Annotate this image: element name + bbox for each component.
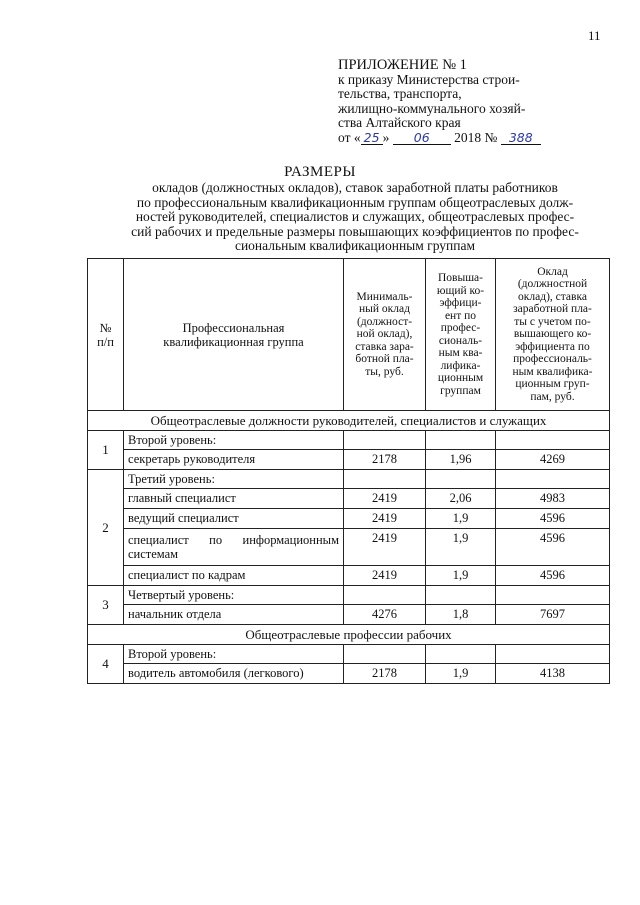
coefficient-cell: 1,9: [426, 566, 496, 586]
appendix-line: тельства, транспорта,: [338, 86, 462, 101]
group-index: 3: [88, 586, 124, 625]
position-name: специалист по кадрам: [124, 566, 344, 586]
min-salary-cell: 2178: [344, 664, 426, 684]
document-title: РАЗМЕРЫ: [284, 164, 356, 180]
table-row: [88, 509, 610, 529]
appendix-block: [338, 58, 598, 145]
order-year: 2018: [454, 129, 482, 145]
position-name: главный специалист: [124, 489, 344, 509]
salary-cell: 7697: [496, 605, 610, 625]
table-header-row: [88, 259, 610, 411]
header-min-salary: Минималь- ный оклад (должност- ной оклад), ставка зара- ботной пла- ты, руб.: [344, 259, 426, 411]
subtitle-line: сий рабочих и предельные размеры повышающих коэффициентов по профес-: [131, 223, 579, 239]
order-day-suffix: »: [382, 129, 390, 145]
level-name: Второй уровень:: [124, 645, 344, 664]
header-num: № п/п: [88, 259, 124, 411]
header-group: Профессиональная квалификационная группа: [124, 259, 344, 411]
coefficient-cell: 2,06: [426, 489, 496, 509]
salary-cell: 4596: [496, 566, 610, 586]
table-row: [88, 470, 610, 489]
position-name: секретарь руководителя: [124, 450, 344, 470]
table-row: [88, 645, 610, 664]
min-salary-cell: 2419: [344, 509, 426, 529]
subtitle-line: окладов (должностных окладов), ставок заработной платы работников: [152, 180, 558, 195]
position-name: ведущий специалист: [124, 509, 344, 529]
level-name: Третий уровень:: [124, 470, 344, 489]
level-name: Четвертый уровень:: [124, 586, 344, 605]
table-row: [88, 605, 610, 625]
table-row: [88, 586, 610, 605]
position-name: начальник отдела: [124, 605, 344, 625]
table-row: [88, 489, 610, 509]
table-row: [88, 450, 610, 470]
coefficient-cell: 1,9: [426, 529, 496, 566]
section-title: Общеотраслевые должности руководителей, специалистов и служащих: [88, 411, 610, 431]
coefficient-cell: 1,9: [426, 664, 496, 684]
order-number-label: №: [484, 129, 498, 145]
coefficient-cell: 1,8: [426, 605, 496, 625]
appendix-line: ства Алтайского края: [338, 115, 461, 130]
min-salary-cell: 2419: [344, 566, 426, 586]
group-index: 1: [88, 431, 124, 470]
header-coefficient: Повыша- ющий ко- эффици- ент по профес- сиональ- ным ква- лифика- ционным группам: [426, 259, 496, 411]
position-name: специалист по информационным системам: [124, 529, 344, 566]
table-row: [88, 566, 610, 586]
table-row: [88, 664, 610, 684]
page-number: 11: [588, 28, 601, 43]
section-row: [88, 625, 610, 645]
subtitle-line: ностей руководителей, специалистов и служащих, общеотраслевых профес-: [135, 209, 575, 224]
order-month: 06: [393, 131, 451, 145]
salary-cell: 4138: [496, 664, 610, 684]
order-day: 25: [361, 131, 383, 145]
min-salary-cell: 2419: [344, 489, 426, 509]
table-row: [88, 431, 610, 450]
table-row: [88, 529, 610, 566]
level-name: Второй уровень:: [124, 431, 344, 450]
min-salary-cell: 4276: [344, 605, 426, 625]
group-index: 4: [88, 645, 124, 684]
salary-cell: 4596: [496, 509, 610, 529]
salary-cell: 4596: [496, 529, 610, 566]
order-number: 388: [501, 131, 541, 145]
appendix-line: жилищно-коммунального хозяй-: [338, 100, 526, 116]
subtitle-line: сиональным квалификационным группам: [234, 238, 476, 253]
order-date-line: [338, 131, 598, 146]
coefficient-cell: 1,9: [426, 509, 496, 529]
salary-table: [87, 258, 610, 684]
section-title: Общеотраслевые профессии рабочих: [88, 625, 610, 645]
position-name: водитель автомобиля (легкового): [124, 664, 344, 684]
salary-cell: 4983: [496, 489, 610, 509]
appendix-line: к приказу Министерства строи-: [338, 71, 520, 87]
appendix-title: ПРИЛОЖЕНИЕ № 1: [338, 57, 467, 73]
group-index: 2: [88, 470, 124, 586]
subtitle-line: по профессиональным квалификационным группам общеотраслевых долж-: [136, 194, 574, 210]
section-row: [88, 411, 610, 431]
coefficient-cell: 1,96: [426, 450, 496, 470]
order-prefix: от «: [338, 129, 361, 145]
min-salary-cell: 2178: [344, 450, 426, 470]
min-salary-cell: 2419: [344, 529, 426, 566]
header-salary: Оклад (должностной оклад), ставка заработной пла- ты с учетом по- вышающего ко- эффициента по профессиональ- ным квалифика- ционным груп- пам, руб.: [496, 259, 610, 411]
document-subtitle: [90, 181, 620, 254]
salary-cell: 4269: [496, 450, 610, 470]
